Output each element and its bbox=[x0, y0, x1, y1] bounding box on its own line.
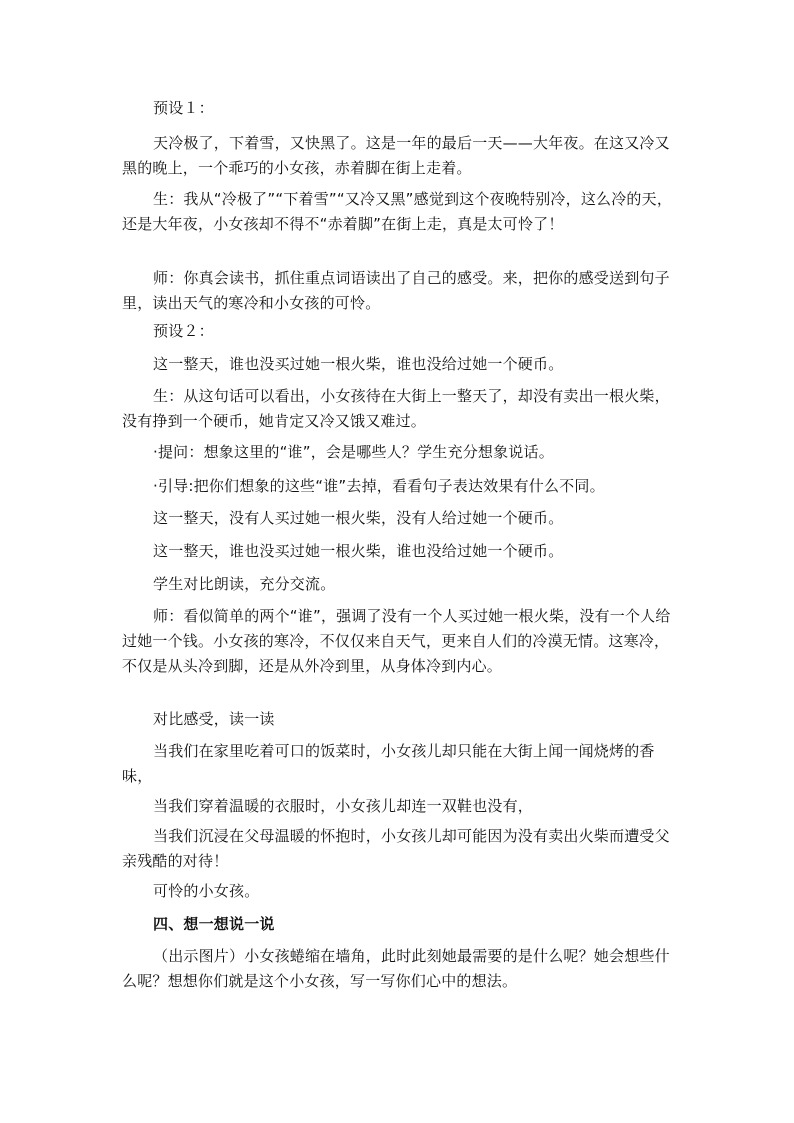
paragraph-text: 当我们在家里吃着可口的饭菜时，小女孩儿却只能在大街上闻一闻烧烤的香味， bbox=[122, 742, 655, 785]
paragraph-text: 当我们沉浸在父母温暖的怀抱时，小女孩儿却可能因为没有卖出火柴而遭受父亲残酷的对待！ bbox=[122, 827, 670, 870]
paragraph-text: （出示图片）小女孩蜷缩在墙角，此时此刻她最需要的是什么呢？她会想些什么呢？想想你们就是这个小女孩，写一写你们心中的想法。 bbox=[122, 947, 670, 990]
paragraph-text: 这一整天，谁也没买过她一根火柴，谁也没给过她一个硬币。 bbox=[153, 542, 564, 560]
paragraph-text: 当我们穿着温暖的衣服时，小女孩儿却连一双鞋也没有， bbox=[153, 797, 534, 815]
preset-2-label: 预设２： bbox=[153, 322, 214, 340]
paragraph-text: 师：看似简单的两个“谁”，强调了没有一个人买过她一根火柴，没有一个人给过她一个钱。小女孩的寒冷，不仅仅来自天气，更来自人们的冷漠无情。这寒冷，不仅是从头冷到脚，还是从外冷到里，从身体冷到内心。 bbox=[122, 607, 671, 675]
section-heading: 四、想一想说一说 bbox=[153, 915, 275, 933]
paragraph-text: 对比感受，读一读 bbox=[153, 710, 275, 728]
paragraph-text: 可怜的小女孩。 bbox=[153, 882, 260, 900]
paragraph-text: 这一整天，没有人买过她一根火柴，没有人给过她一个硬币。 bbox=[153, 509, 564, 527]
paragraph-text: ·引导:把你们想象的这些“谁”去掉，看看句子表达效果有什么不同。 bbox=[153, 477, 605, 495]
preset-1-label: 预设１： bbox=[153, 99, 214, 117]
paragraph-text: 生：我从“冷极了”“下着雪”“又冷又黑”感觉到这个夜晚特别冷，这么冷的天，还是大年夜，小女孩却不得不“赤着脚”在街上走，真是太可怜了！ bbox=[122, 190, 673, 233]
paragraph-text: 天冷极了，下着雪，又快黑了。这是一年的最后一天——大年夜。在这又冷又黑的晚上，一个乖巧的小女孩，赤着脚在街上走着。 bbox=[122, 134, 670, 177]
paragraph-text: 这一整天，谁也没买过她一根火柴，谁也没给过她一个硬币。 bbox=[153, 355, 564, 373]
paragraph-text: 师：你真会读书，抓住重点词语读出了自己的感受。来，把你的感受送到句子里，读出天气的寒冷和小女孩的可怜。 bbox=[122, 269, 670, 312]
paragraph-text: 学生对比朗读，充分交流。 bbox=[153, 575, 336, 593]
paragraph-text: ·提问：想象这里的“谁”，会是哪些人？学生充分想象说话。 bbox=[153, 443, 554, 461]
paragraph-text: 生：从这句话可以看出，小女孩待在大街上一整天了，却没有卖出一根火柴，没有挣到一个硬币，她肯定又冷又饿又难过。 bbox=[122, 387, 670, 430]
